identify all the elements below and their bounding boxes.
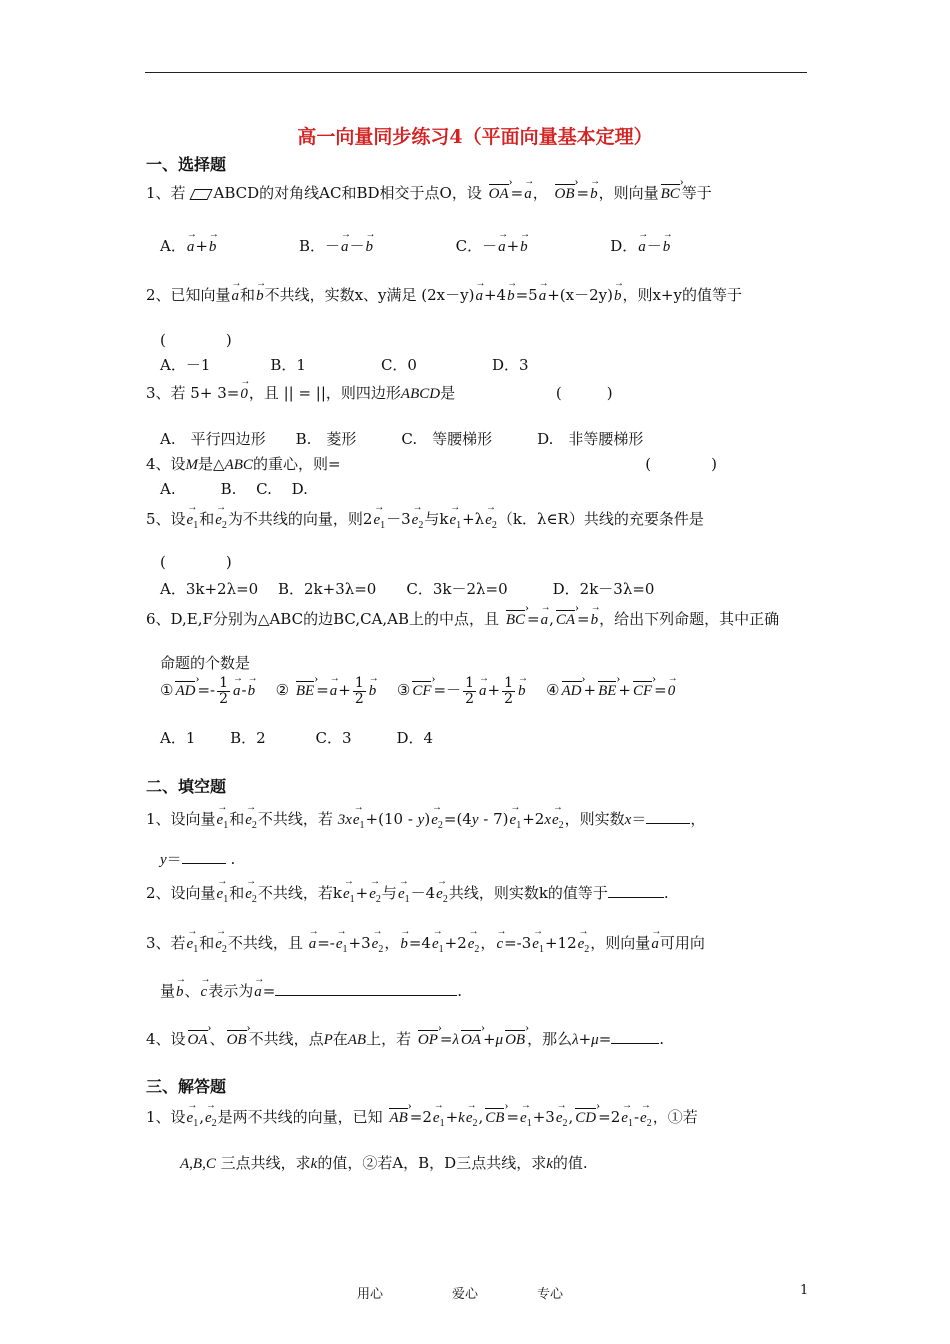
footer-text-3: 专心 bbox=[537, 1287, 564, 1302]
question-6-cont: 命题的个数是 bbox=[160, 654, 251, 672]
section-fill-heading: 二、填空题 bbox=[146, 777, 227, 796]
section-choice-heading: 一、选择题 bbox=[146, 155, 227, 174]
question-5-paren: ( ) bbox=[160, 553, 232, 571]
question-2: 2、已知向量→ a和→ b不共线，实数x、y满足 (2x－y)→ a+4→ b=5→ a+(x－2y)→ b，则x+y的值等于 bbox=[146, 282, 742, 305]
question-5: 5、设→ $e_1$和→ $e_2$为不共线的向量，则$2\to e_1-3\to e_2$与$k\to e_1+\lambda\to e_2(k$．λ∈R）共线的充要条件是 bbox=[146, 506, 704, 531]
question-3-options: A. 平行四边形 B. 菱形 C. 等腰梯形 D. 非等腰梯形 bbox=[160, 430, 644, 448]
fill-question-2: 2、设向量→ $e_1$和→ $e_2$不共线，若$k\to e_1+\to e_2$与→ $e_1-4\to e_2$共线，则实数k的值等于 . bbox=[146, 880, 669, 905]
question-4: 4、设M是△ABC的重心，则= ( ) bbox=[146, 455, 718, 473]
header-rule bbox=[145, 72, 807, 73]
question-6-statements: ① AD › =- $\frac{1}{2}$ → a-→ b ② BE › =→ a+ $\frac{1}{2}$ → b ③ CF › =－ $\frac{1}{2}$ → a+ $\frac{1}{2}$ → b ④ AD › + BE › + CF › =→ 0 bbox=[160, 676, 676, 706]
fill-question-3: 3、若→ $e_1$和→ $e_2$不共线，且 → $a=-\to e_1+3\to e_2$，→ $b=4\to e_1+2\to e_2$，→ $c=-3\to e_1+12\to e_2$，则向量→ a可用向 bbox=[146, 930, 705, 955]
fill-question-4: 4、设 OA › 、 OB › 不共线，点P在AB上，若 OP › =λ OA › +μ OB › ，那么λ+μ= . bbox=[146, 1028, 664, 1049]
question-6: 6、D,E,F分别为△ABC的边BC,CA,AB上的中点，且 BC › =→ a, CA › =→ b，给出下列命题，其中正确 bbox=[146, 606, 779, 629]
answer-question-1-cont: A,B,C 三点共线，求k的值，②若A，B，D三点共线，求k的值. bbox=[180, 1154, 588, 1172]
question-2-options: A．－1 B．1 C．0 D．3 bbox=[160, 356, 529, 374]
page-title: 高一向量同步练习4（平面向量基本定理） bbox=[297, 126, 653, 148]
page-number: 1 bbox=[800, 1283, 809, 1298]
question-2-paren: ( ) bbox=[160, 331, 232, 349]
fill-question-1-y: y＝ . bbox=[160, 850, 236, 868]
question-1-options: A．→ a+→ b B．－→ a－→ b C．－→ a+→ b D．→ a－→ b bbox=[160, 233, 671, 256]
answer-question-1: 1、设→ $e_1,\to e_2$是两不共线的向量，已知 AB › $=2\to e_1+k\to e_2$, CB › =→ $e_1+3\to e_2$, CD › $=2\to e_1-\to e_2$，①若 bbox=[146, 1104, 698, 1129]
footer-text-2: 爱心 bbox=[452, 1287, 479, 1302]
question-3: 3、若 5+ 3=→ 0，且 || = ||，则四边形ABCD是 ( ) bbox=[146, 380, 613, 403]
parallelogram-icon bbox=[189, 189, 212, 200]
footer-text-1: 用心 bbox=[357, 1287, 384, 1302]
fill-question-3-cont: 量→ b、→ c表示为→ a= . bbox=[160, 978, 462, 1001]
question-1: 1、若 ABCD的对角线AC和BD相交于点O，设 OA › =→ a， OB › =→ b，则向量 BC › 等于 bbox=[146, 180, 712, 203]
section-answer-heading: 三、解答题 bbox=[146, 1077, 227, 1096]
question-4-options: A. B. C. D. bbox=[160, 480, 308, 498]
fill-question-1: 1、设向量→ $e_1$和→ $e_2$不共线，若 $3x\to e_1+(10 - y)\to e_2=(4y - 7)\to e_1+2x\to e_2$，则实数x＝ ， bbox=[146, 806, 705, 831]
question-5-options: A．3k+2λ=0 B．2k+3λ=0 C．3k－2λ=0 D．2k－3λ=0 bbox=[160, 580, 655, 598]
question-6-options: A．1 B．2 C．3 D．4 bbox=[160, 729, 434, 747]
